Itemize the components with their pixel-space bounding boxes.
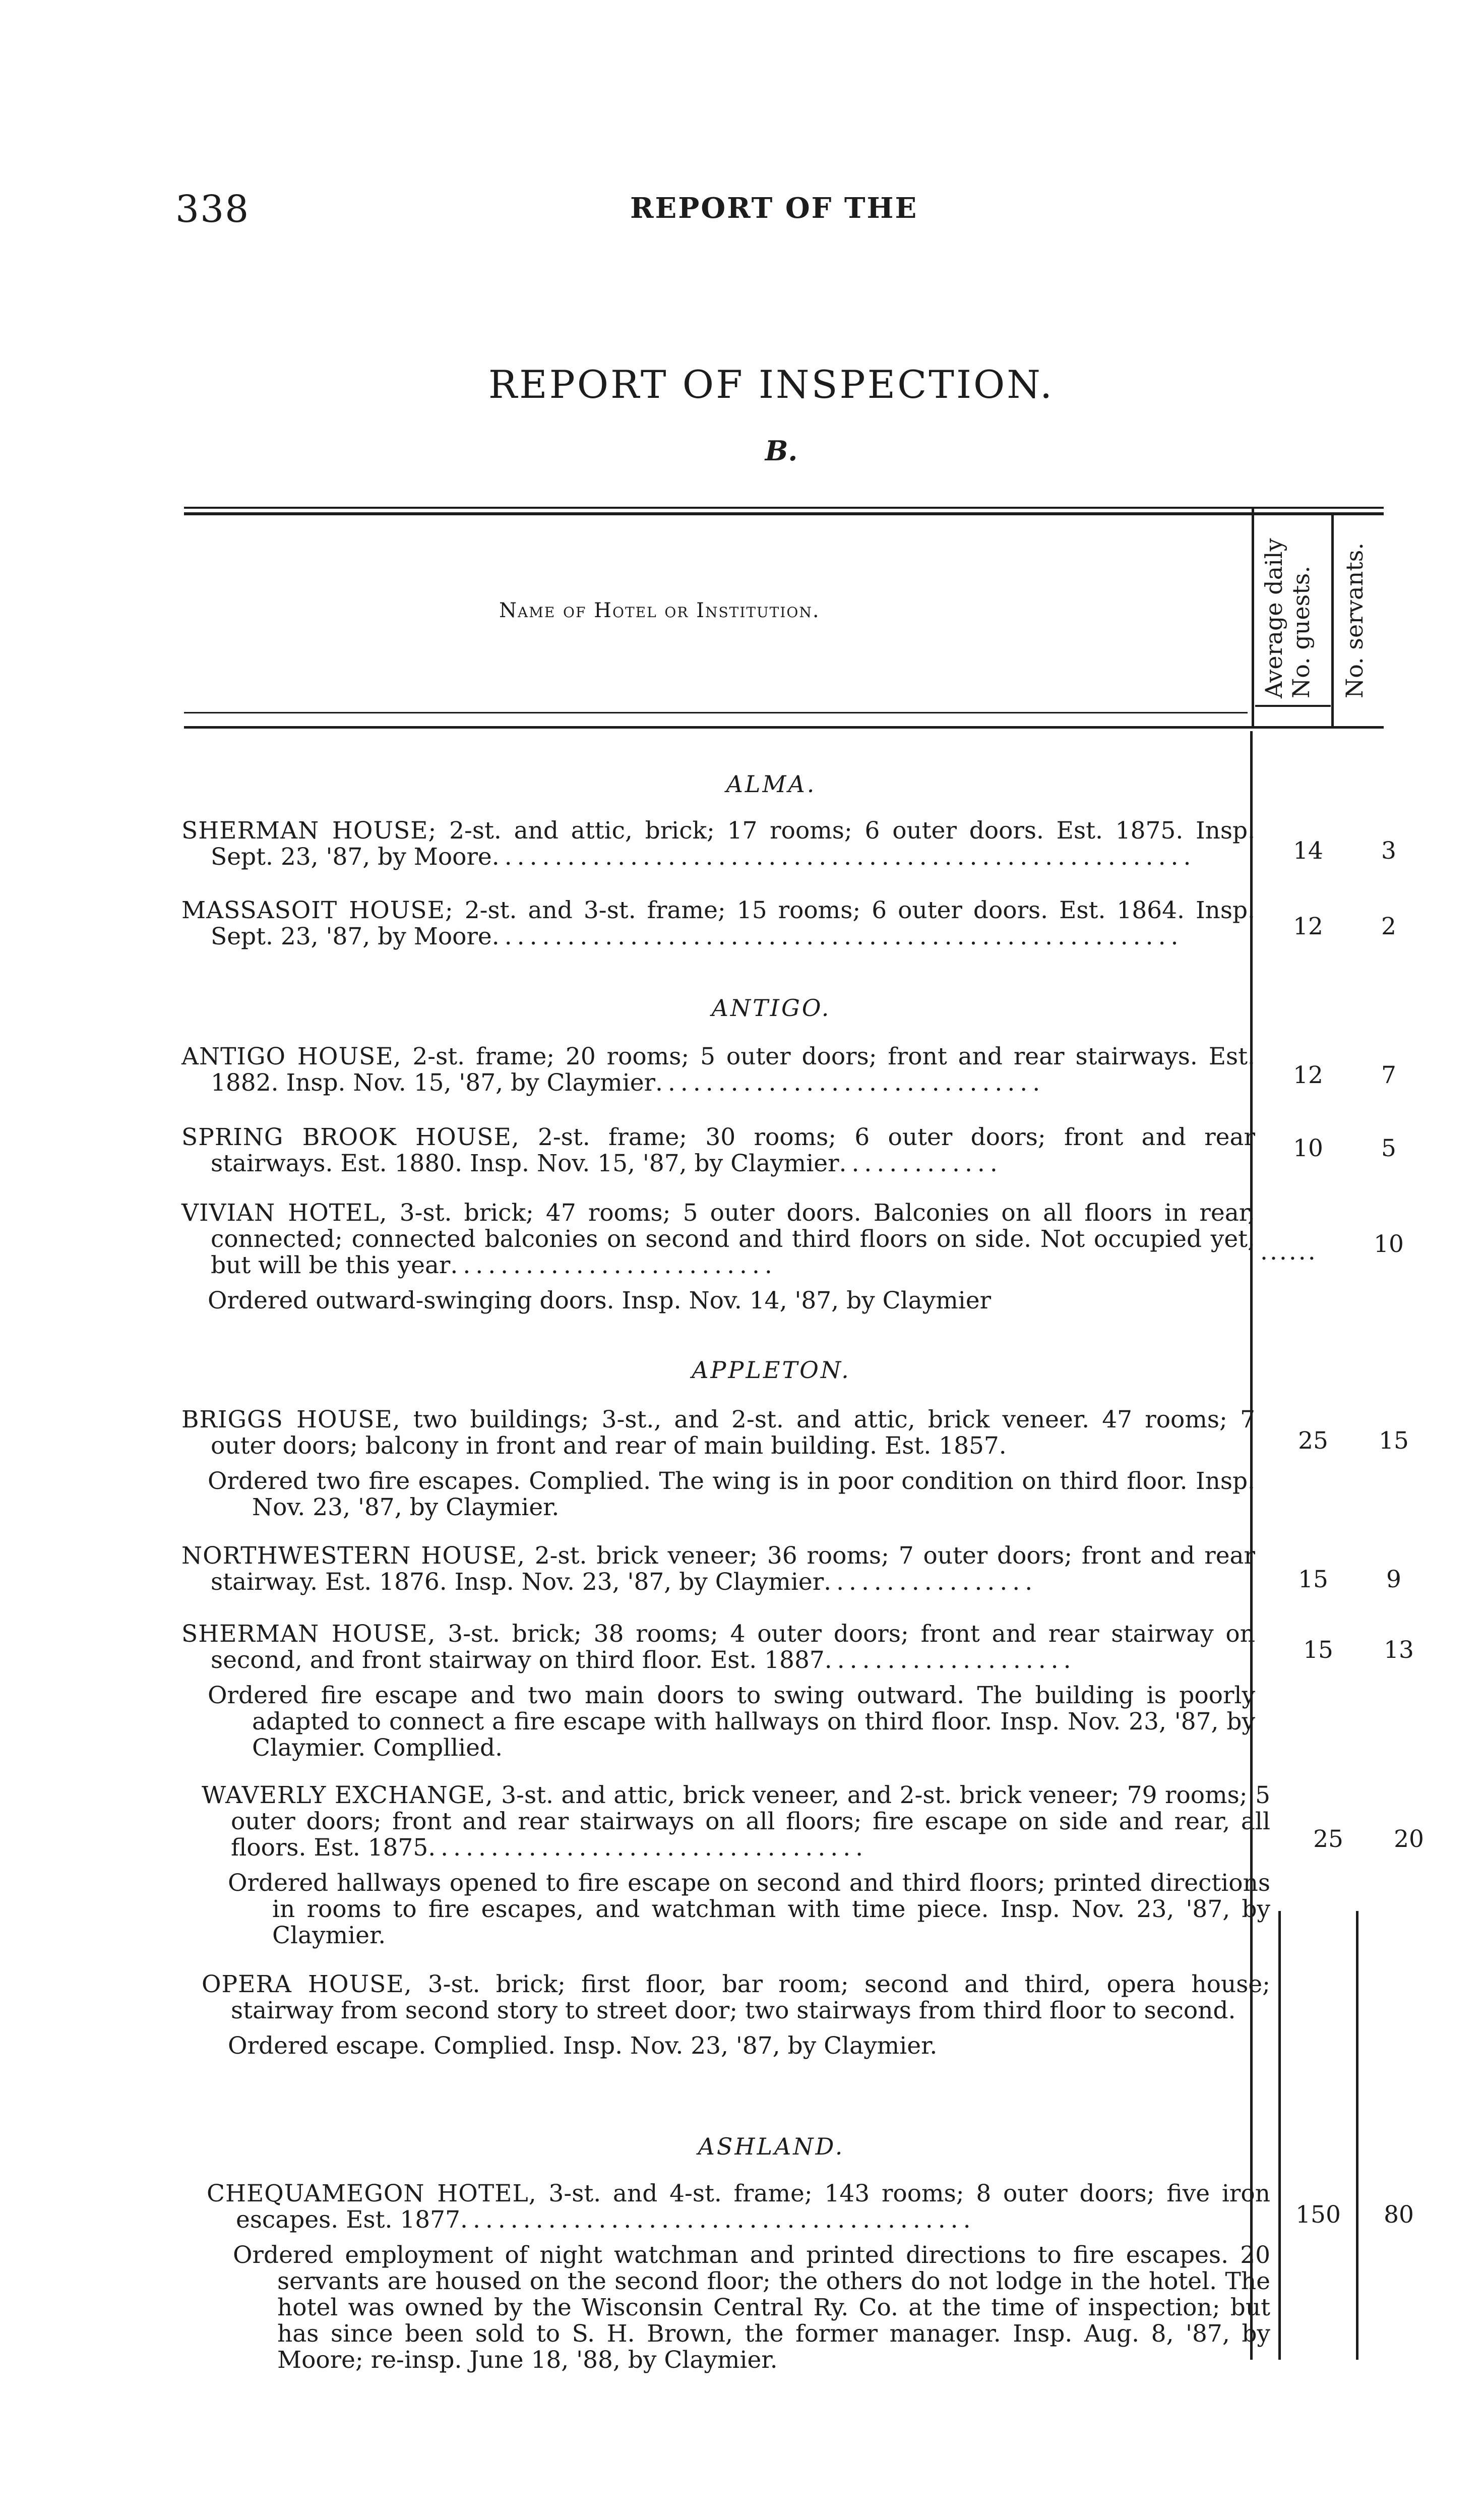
- list-item: [181, 1407, 1255, 1521]
- hotel-details: 2-st. frame; 30 rooms; 6 outer doors; front and rear stairways. Est. 1880. Insp. Nov. 15, '87, by Claymier: [211, 1123, 1255, 1177]
- servants-count: 80: [1384, 2201, 1414, 2229]
- guests-count: 150: [1295, 2201, 1341, 2229]
- hotel-name: OPERA HOUSE,: [202, 1970, 412, 1998]
- list-item: CHEQUAMEGON HOTEL, 3-st. and 4-st. frame; 143 rooms; 8 outer doors; five iron escapes. Est. 1877......................................... Ordered employment of night watchman and printed directions to fire escapes. 20 servants are housed on the second floor; the others do not lodge in the hotel. The hotel was owned by the Wisconsin Central Ry. Co. at the time of inspection; but has since been sold to S. H. Brown, the former manager. Insp. Aug. 8, '87, by Moore; re-insp. June 18, '88, by Claymier.: [207, 2180, 1270, 2374]
- hotel-name: MASSASOIT HOUSE;: [181, 896, 454, 924]
- hotel-details: 3-st. and attic, brick veneer, and 2-st. brick veneer; 79 rooms; 5 outer doors; front and rear stairways on all floors; fire escape on side and rear, all floors. Est. 1875: [231, 1781, 1270, 1862]
- servants-count: 3: [1381, 837, 1396, 865]
- inspection-note: Ordered hallways opened to fire escape on second and third floors; printed directions in rooms to fire escapes, and watchman with time piece. Insp. Nov. 23, '87, by Claymier.: [228, 1869, 1270, 1949]
- hotel-name: SPRING BROOK HOUSE,: [181, 1123, 520, 1151]
- list-item: WAVERLY EXCHANGE, 3-st. and attic, brick veneer, and 2-st. brick veneer; 79 rooms; 5 outer doors; front and rear stairways on all floors; fire escape on side and rear, all floors. Est. 1875................................... Ordered hallways opened to fire escape on second and third floors; printed directions in rooms to fire escapes, and watchman with time piece. Insp. Nov. 23, '87, by Claymier.: [202, 1781, 1270, 1949]
- hotel-name: ANTIGO HOUSE,: [181, 1043, 402, 1070]
- hotel-name: WAVERLY EXCHANGE,: [202, 1781, 493, 1809]
- servants-count: 9: [1386, 1566, 1401, 1593]
- inspection-note: Ordered two fire escapes. Complied. The wing is in poor condition on third floor. Insp. Nov. 23, '87, by Claymier.: [208, 1467, 1255, 1521]
- hotel-details: 3-st. brick; first floor, bar room; second and third, opera house; stairway from second story to street door; two stairways from third floor to second.: [231, 1970, 1270, 2024]
- hotel-details: 2-st. frame; 20 rooms; 5 outer doors; front and rear stairways. Est. 1882. Insp. Nov. 15, '87, by Claymier: [211, 1043, 1255, 1097]
- guests-count: 12: [1293, 1061, 1323, 1089]
- guests-count: 10: [1293, 1134, 1323, 1162]
- list-item: [202, 1971, 1270, 2059]
- header-bottom-rule-1: [184, 712, 1248, 713]
- top-rule-2: [184, 512, 1384, 515]
- hotel-name: CHEQUAMEGON HOTEL,: [207, 2180, 537, 2207]
- guests-count: 12: [1293, 913, 1323, 940]
- guests-count: 15: [1298, 1566, 1328, 1593]
- guests-count: ......: [1260, 1238, 1318, 1266]
- town-heading: ASHLAND.: [698, 2133, 845, 2160]
- guests-count: 14: [1293, 837, 1323, 865]
- town-heading: APPLETON.: [692, 1356, 851, 1384]
- report-subtitle: B.: [765, 435, 798, 467]
- hotel-details: two buildings; 3-st., and 2-st. and attic, brick veneer. 47 rooms; 7 outer doors; balcony in front and rear of main building. Est. 1857.: [211, 1406, 1255, 1460]
- servants-count: 20: [1394, 1825, 1424, 1853]
- hotel-name: VIVIAN HOTEL,: [181, 1199, 388, 1227]
- list-item: MASSASOIT HOUSE; 2-st. and 3-st. frame; 15 rooms; 6 outer doors. Est. 1864. Insp. Sept. 23, '87, by Moore.......................................................: [181, 896, 1255, 950]
- hotel-details: 2-st. brick veneer; 36 rooms; 7 outer doors; front and rear stairway. Est. 1876. Insp. Nov. 23, '87, by Claymier: [211, 1542, 1255, 1596]
- guests-count: 25: [1313, 1825, 1343, 1853]
- guests-count: 15: [1303, 1636, 1333, 1664]
- list-item: SHERMAN HOUSE, 3-st. brick; 38 rooms; 4 outer doors; front and rear stairway on second, and front stairway on third floor. Est. 1887.................... Ordered fire escape and two main doors to swing outward. The building is poorly adapted to connect a fire escape with hallways on third floor. Insp. Nov. 23, '87, by Claymier. Compllied.: [181, 1620, 1255, 1762]
- column-header-guests-line1: Average daily: [1260, 538, 1287, 698]
- hotel-details: 3-st. brick; 47 rooms; 5 outer doors. Balconies on all floors in rear, connected; connected balconies on second and third floors on side. Not occupied yet, but will be this year: [211, 1199, 1255, 1279]
- list-item: SPRING BROOK HOUSE, 2-st. frame; 30 rooms; 6 outer doors; front and rear stairways. Est. 1880. Insp. Nov. 15, '87, by Claymier.............: [181, 1123, 1255, 1177]
- guests-col-rule: [1255, 705, 1331, 707]
- servants-count: 10: [1374, 1230, 1404, 1258]
- hotel-name: SHERMAN HOUSE,: [181, 1620, 436, 1648]
- guests-count: 25: [1298, 1427, 1328, 1455]
- town-heading: ALMA.: [726, 770, 817, 798]
- inspection-note: Ordered fire escape and two main doors to swing outward. The building is poorly adapted to connect a fire escape with hallways on third floor. Insp. Nov. 23, '87, by Claymier. Compllied.: [208, 1682, 1255, 1762]
- list-item: SHERMAN HOUSE; 2-st. and attic, brick; 17 rooms; 6 outer doors. Est. 1875. Insp. Sept. 23, '87, by Moore........................................................: [181, 817, 1256, 871]
- hotel-details: 2-st. and 3-st. frame; 15 rooms; 6 outer doors. Est. 1864. Insp. Sept. 23, '87, by Moore: [211, 896, 1255, 950]
- town-heading: ANTIGO.: [711, 994, 831, 1022]
- servants-count: 2: [1381, 913, 1396, 940]
- page-number: 338: [175, 188, 250, 231]
- column-header-name: Name of Hotel or Institution.: [499, 599, 820, 622]
- header-bottom-rule-2: [184, 726, 1384, 729]
- servants-count: 7: [1381, 1061, 1396, 1089]
- header-divider-1: [1252, 507, 1254, 726]
- report-title: REPORT OF INSPECTION.: [488, 362, 1055, 407]
- hotel-name: BRIGGS HOUSE,: [181, 1406, 401, 1433]
- inspection-note: Ordered employment of night watchman and printed directions to fire escapes. 20 servants are housed on the second floor; the others do not lodge in the hotel. The hotel was owned by the Wisconsin Central Ry. Co. at the time of inspection; but has since been sold to S. H. Brown, the former manager. Insp. Aug. 8, '87, by Moore; re-insp. June 18, '88, by Claymier.: [233, 2241, 1270, 2374]
- running-title: REPORT OF THE: [630, 192, 918, 225]
- servants-count: 13: [1384, 1636, 1414, 1664]
- list-item: ANTIGO HOUSE, 2-st. frame; 20 rooms; 5 outer doors; front and rear stairways. Est. 1882. Insp. Nov. 15, '87, by Claymier...............................: [181, 1043, 1255, 1097]
- column-header-guests-line2: No. guests.: [1287, 566, 1315, 698]
- list-item: NORTHWESTERN HOUSE, 2-st. brick veneer; 36 rooms; 7 outer doors; front and rear stairway. Est. 1876. Insp. Nov. 23, '87, by Claymier.................: [181, 1542, 1255, 1596]
- servants-count: 5: [1381, 1134, 1396, 1162]
- column-header-servants: No. servants.: [1341, 543, 1368, 698]
- inspection-note: Ordered outward-swinging doors. Insp. Nov. 14, '87, by Claymier: [208, 1287, 992, 1314]
- hotel-details: 2-st. and attic, brick; 17 rooms; 6 outer doors. Est. 1875. Insp. Sept. 23, '87, by Moore: [211, 817, 1256, 871]
- inspection-note: Ordered escape. Complied. Insp. Nov. 23, '87, by Claymier.: [228, 2032, 938, 2060]
- servants-count: 15: [1379, 1427, 1409, 1455]
- hotel-name: SHERMAN HOUSE;: [181, 817, 437, 845]
- hotel-details: 3-st. and 4-st. frame; 143 rooms; 8 outer doors; five iron escapes. Est. 1877: [236, 2180, 1270, 2234]
- list-item: VIVIAN HOTEL, 3-st. brick; 47 rooms; 5 outer doors. Balconies on all floors in rear, connected; connected balconies on second and third floors on side. Not occupied yet, but will be this year.......................... Ordered outward-swinging doors. Insp. Nov. 14, '87, by Claymier: [181, 1199, 1255, 1314]
- hotel-name: NORTHWESTERN HOUSE,: [181, 1542, 525, 1570]
- header-divider-2: [1331, 514, 1334, 726]
- hotel-details: 3-st. brick; 38 rooms; 4 outer doors; front and rear stairway on second, and front stairway on third floor. Est. 1887: [211, 1620, 1255, 1674]
- top-rule-1: [184, 507, 1384, 509]
- column-header-guests: [1260, 538, 1315, 698]
